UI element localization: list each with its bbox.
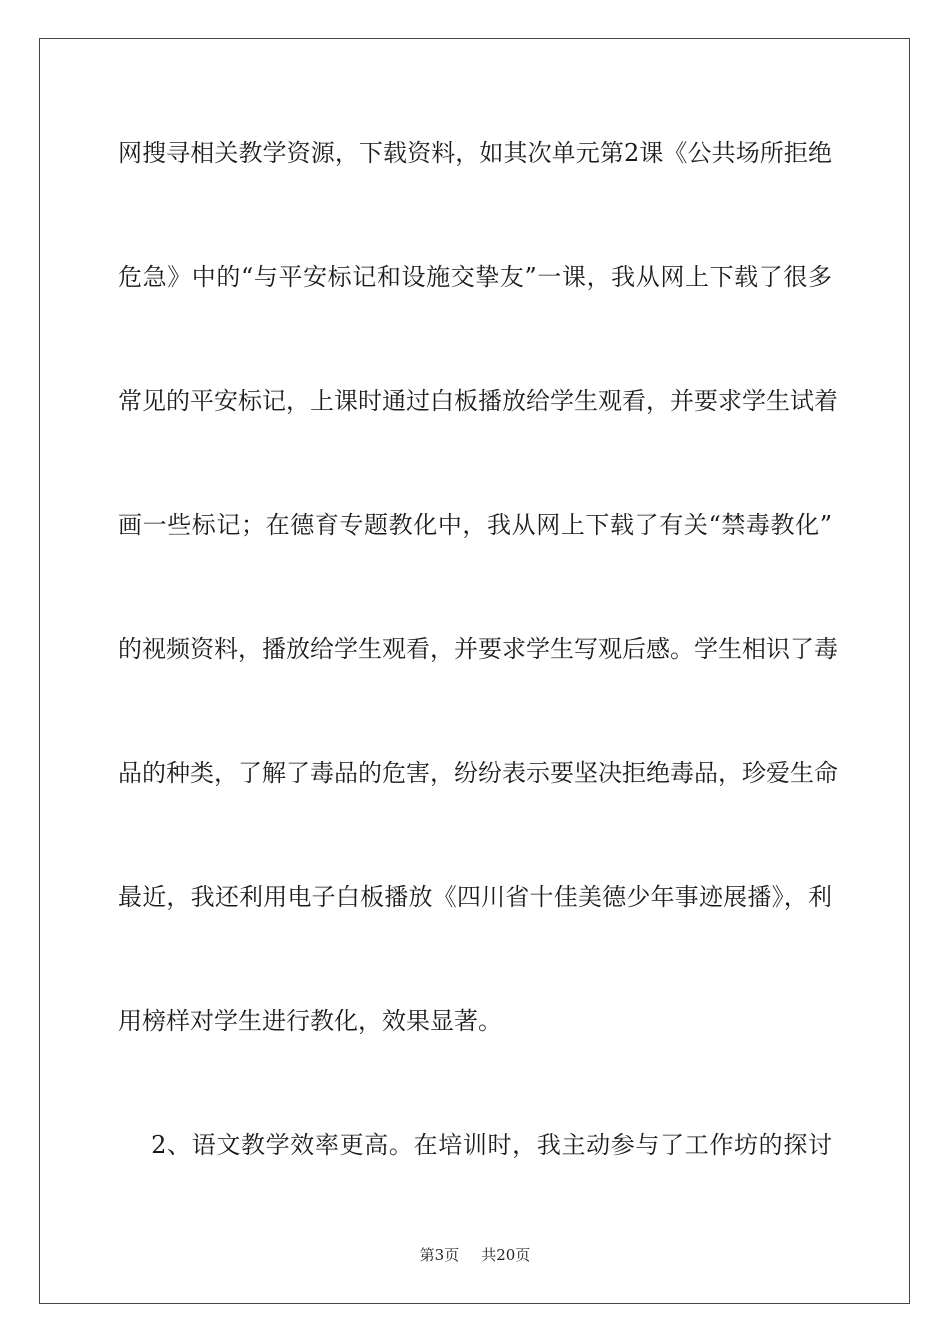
body-text-line-6: 品的种类，了解了毒品的危害，纷纷表示要坚决拒绝毒品，珍爱生命 xyxy=(118,759,838,787)
body-text-line-9: 2、语文教学效率更高。在培训时，我主动参与了工作坊的探讨 xyxy=(118,1131,832,1159)
body-text-line-7: 最近，我还利用电子白板播放《四川省十佳美德少年事迹展播》，利 xyxy=(118,883,832,911)
page-footer xyxy=(0,1244,950,1265)
body-text-line-8: 用榜样对学生进行教化，效果显著。 xyxy=(118,1007,502,1035)
page-frame xyxy=(39,38,910,1304)
body-text-line-2: 危急》中的“与平安标记和设施交挚友”一课，我从网上下载了很多 xyxy=(118,263,832,291)
body-text-line-1: 网搜寻相关教学资源，下载资料，如其次单元第2课《公共场所拒绝 xyxy=(118,139,832,167)
page-total: 共20页 xyxy=(481,1246,531,1264)
body-text-line-5: 的视频资料，播放给学生观看，并要求学生写观后感。学生相识了毒 xyxy=(118,635,838,663)
body-text-line-3: 常见的平安标记，上课时通过白板播放给学生观看，并要求学生试着 xyxy=(118,387,838,415)
body-text-line-4: 画一些标记；在德育专题教化中，我从网上下载了有关“禁毒教化” xyxy=(118,511,832,539)
page-number: 第3页 xyxy=(419,1246,460,1264)
